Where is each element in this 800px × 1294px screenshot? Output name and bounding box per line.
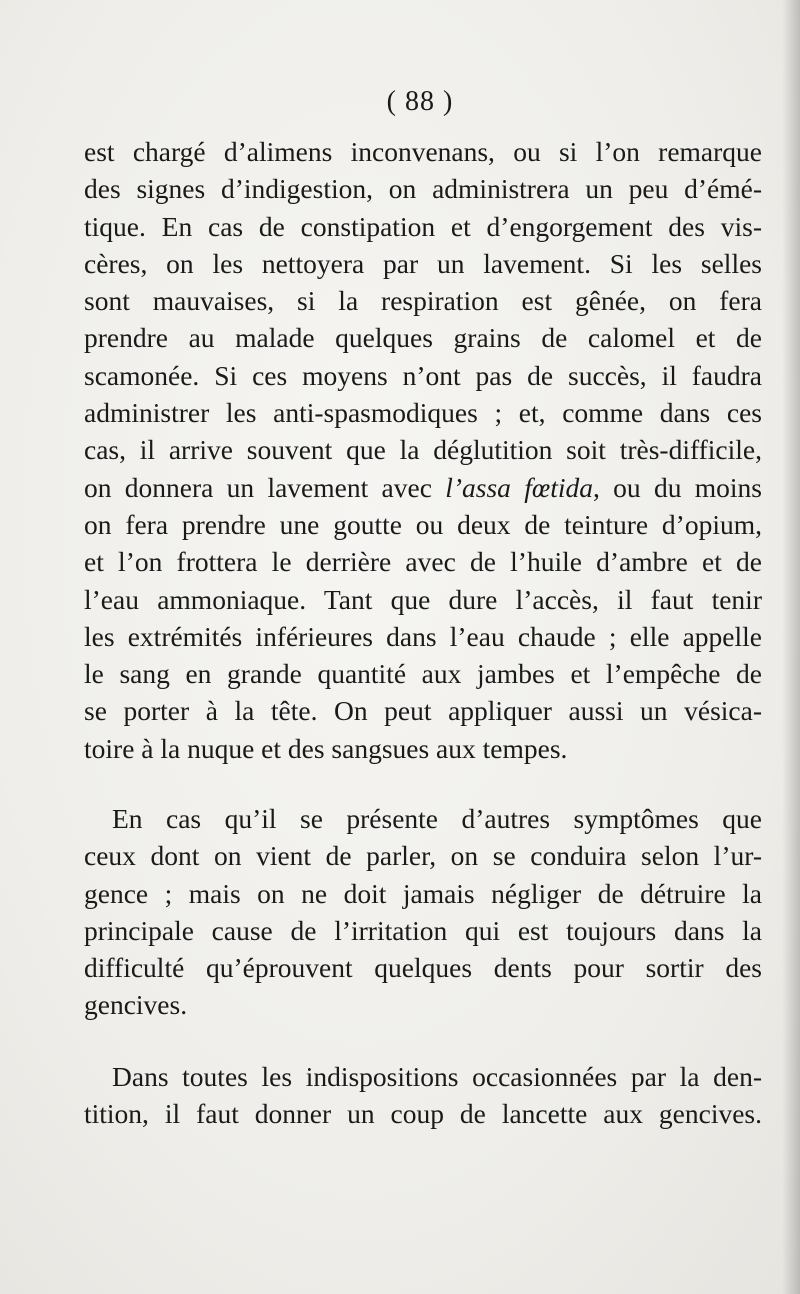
text-line: se porter à la tête. On peut appliquer aussi un vésica- [84, 695, 762, 727]
text-segment: , ou du moins [592, 471, 762, 503]
text-line: on fera prendre une goutte ou deux de teinture d’opium, [84, 508, 762, 540]
text-line: des signes d’indigestion, on administrera un peu d’émé- [84, 173, 762, 205]
text-line: cas, il arrive souvent que la déglutition soit très-difficile, [84, 434, 762, 466]
text-line: scamonée. Si ces moyens n’ont pas de succès, il faudra [84, 359, 762, 391]
text-line: gence ; mais on ne doit jamais négliger de détruire la [84, 877, 762, 909]
text-line: prendre au malade quelques grains de calomel et de [84, 322, 762, 354]
text-line: sont mauvaises, si la respiration est gênée, on fera [84, 285, 762, 317]
text-line: principale cause de l’irritation qui est toujours dans la [84, 914, 762, 946]
text-line: l’eau ammoniaque. Tant que dure l’accès, il faut tenir [84, 583, 762, 615]
italic-term: l’assa fœtida [445, 471, 593, 503]
text-line: les extrémités inférieures dans l’eau chaude ; elle appelle [84, 620, 762, 652]
paragraph-3 [84, 1058, 762, 1133]
page-number: ( 88 ) [386, 86, 454, 117]
text-line: et l’on frottera le derrière avec de l’huile d’ambre et de [84, 546, 762, 578]
text-line: gencives. [84, 989, 188, 1021]
text-line: Dans toutes les indispositions occasionnées par la den- [112, 1061, 762, 1092]
text-line: est chargé d’alimens inconvenans, ou si l’on remarque [84, 136, 762, 167]
paragraph-2 [84, 800, 762, 1024]
text-line: cères, on les nettoyera par un lavement. Si les selles [84, 247, 762, 279]
text-line-with-italic [84, 469, 762, 506]
text-line: difficulté qu’éprouvent quelques dents pour sortir des [84, 952, 762, 984]
text-segment: on donnera un lavement avec [84, 471, 446, 503]
text-line: toire à la nuque et des sangsues aux tempes. [84, 732, 568, 764]
text-line: administrer les anti-spasmodiques ; et, comme dans ces [84, 397, 762, 429]
text-line: tique. En cas de constipation et d’engorgement des vis- [84, 210, 762, 242]
text-line: En cas qu’il se présente d’autres symptômes que [112, 803, 762, 834]
paragraph-1 [84, 133, 762, 767]
text-line: le sang en grande quantité aux jambes et l’empêche de [84, 658, 762, 690]
page-edge-shadow [782, 0, 800, 1294]
text-line: tition, il faut donner un coup de lancette aux gencives. [84, 1098, 762, 1130]
text-line: ceux dont on vient de parler, on se conduira selon l’ur- [84, 840, 762, 872]
